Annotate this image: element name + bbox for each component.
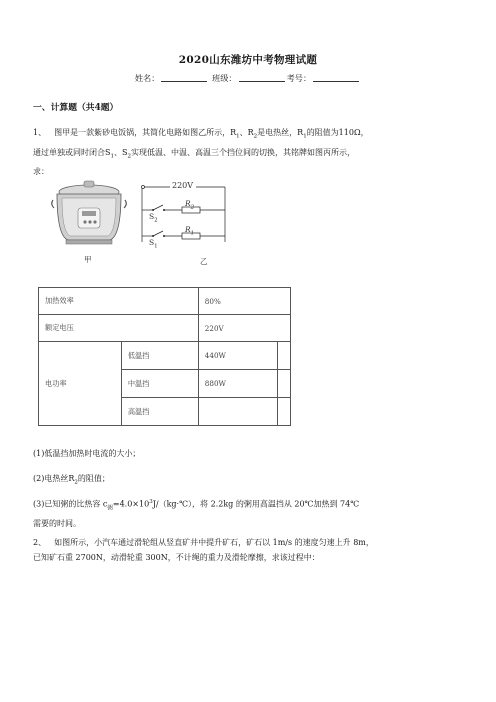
switch-s2-label: [149, 212, 158, 224]
s1-sub: 1: [154, 243, 158, 250]
r1-sub: 1: [190, 230, 195, 237]
question-1-number: 1、: [33, 128, 47, 137]
voltage-label: 220V: [172, 181, 194, 190]
page-title: 2020山东潍坊中考物理试题: [178, 54, 318, 66]
class-blank[interactable]: [239, 73, 285, 82]
question-2-text: [33, 535, 463, 565]
resistor-r2-label: [185, 199, 194, 211]
name-label: 姓名：: [134, 73, 160, 83]
high-temp-value: [198, 398, 277, 426]
question-2-number: 2、: [33, 538, 47, 547]
rated-voltage-label: 额定电压: [39, 315, 199, 342]
power-label: 电功率: [39, 342, 122, 426]
q1-sub-1: 1: [236, 133, 240, 140]
name-blank[interactable]: [161, 73, 207, 82]
q1-text-e: 通过单独或同时闭合S: [33, 147, 111, 157]
efficiency-label: 加热效率: [39, 288, 199, 315]
efficiency-value: 80%: [198, 288, 290, 315]
q1-3-text-c: J/（kg·℃），将 2.2kg 的粥用高温挡从 20℃加热到 74℃: [152, 499, 360, 509]
q1-text-c: 是电热丝，R: [257, 128, 304, 137]
rice-cooker-image: [48, 178, 130, 248]
q1-text-f: 、S: [113, 147, 128, 157]
q1-3-text-a: (3)已知粥的比热容 c: [33, 499, 108, 509]
q1-text-a: 图甲是一款紫砂电饭锅，其简化电路如图乙所示，R: [54, 128, 237, 137]
q1-2-sub: 2: [74, 479, 78, 486]
s1-letter: S: [149, 238, 155, 247]
sub-question-3: [33, 495, 463, 531]
low-temp-value: 440W: [198, 342, 277, 370]
table-cell: [277, 342, 290, 370]
table-cell: [277, 370, 290, 398]
exam-no-blank[interactable]: [313, 73, 359, 82]
high-temp-label: 高温挡: [121, 398, 198, 426]
figure-yi-label: 乙: [200, 257, 208, 266]
table-row: [39, 342, 291, 370]
question-1-text: [33, 125, 463, 179]
q1-3-text-d: 需要的时间。: [33, 519, 81, 529]
section-heading: 一、计算题（共4题）: [33, 103, 119, 113]
switch-s1-label: [149, 238, 158, 250]
exam-no-label: 考号：: [286, 73, 312, 83]
q1-2-text-b: 的阻值；: [77, 474, 110, 483]
q1-3-text-b: =4.0×10: [112, 499, 150, 509]
q1-sub-2: 2: [253, 133, 258, 140]
q2-text-b: 已知矿石重 2700N，动滑轮重 300N，不计绳的重力及滑轮摩擦，求该过程中：: [33, 553, 320, 562]
table-cell: [277, 398, 290, 426]
s2-sub: 2: [154, 217, 158, 224]
sub-question-1: (1)低温挡加热时电流的大小；: [33, 449, 141, 458]
q1-sub-1b: 1: [303, 133, 307, 140]
nameplate-table: [38, 287, 291, 426]
q1-text-b: 、R: [239, 128, 254, 137]
student-info-line: [0, 73, 496, 84]
s2-letter: S: [149, 212, 155, 221]
figure-jia-label: 甲: [84, 255, 92, 264]
table-row: [39, 288, 291, 315]
q2-text-a: 如图所示，小汽车通过滑轮组从竖直矿井中提升矿石，矿石以 1m/s 的速度匀速上升 8m，: [54, 538, 374, 547]
class-label: 班级：: [212, 73, 237, 83]
r1-letter: R: [185, 225, 191, 234]
q1-text-h: 求：: [33, 167, 49, 177]
mid-temp-label: 中温挡: [121, 370, 198, 398]
low-temp-label: 低温挡: [121, 342, 198, 370]
q1-3-sub: 粥: [107, 505, 113, 512]
q1-3-sup: 3: [149, 499, 153, 505]
q1-sub-1c: 1: [110, 153, 114, 160]
q1-2-text-a: (2)电热丝R: [33, 474, 75, 483]
q1-text-d: 的阻值为110Ω，: [306, 128, 369, 137]
r2-sub: 2: [190, 204, 195, 211]
rated-voltage-value: 220V: [198, 315, 290, 342]
sub-question-2: [33, 471, 463, 491]
q1-text-g: 实现低温、中温、高温三个挡位间的切换，其铭牌如图丙所示，: [130, 147, 355, 157]
mid-temp-value: 880W: [198, 370, 277, 398]
resistor-r1-label: [185, 225, 194, 237]
r2-letter: R: [185, 199, 191, 208]
table-row: [39, 315, 291, 342]
q1-sub-2b: 2: [127, 153, 131, 160]
